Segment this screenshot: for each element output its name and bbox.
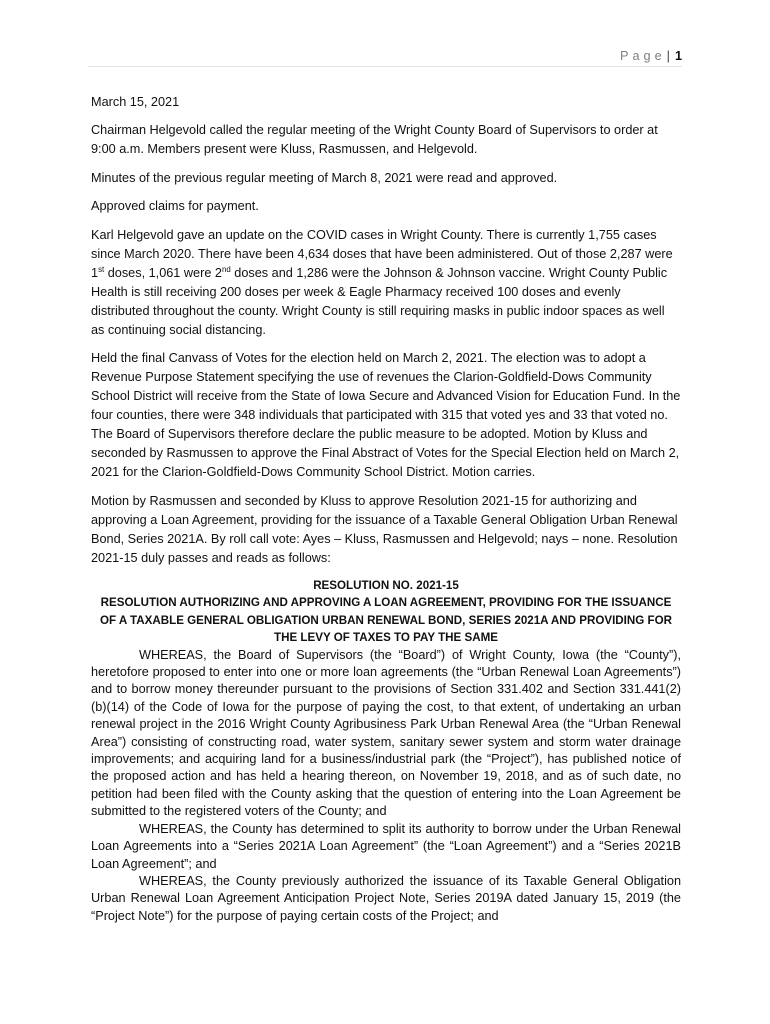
- ordinal-suffix-st: st: [98, 264, 105, 274]
- resolution-section: [91, 577, 681, 925]
- resolution-number: RESOLUTION NO. 2021-15: [313, 579, 459, 592]
- whereas-paragraph: WHEREAS, the County has determined to split its authority to borrow under the Urban Renewal Loan Agreements into a “Series 2021A Loan Agreement” (the “Loan Agreement”) and a “Series 2021B Loan Agreement”; and: [91, 821, 681, 871]
- header-rule: [88, 66, 682, 67]
- call-to-order-paragraph: Chairman Helgevold called the regular meeting of the Wright County Board of Supervisors to order at 9:00 a.m. Members present were Kluss, Rasmussen, and Helgevold.: [91, 123, 658, 156]
- ordinal-suffix-nd: nd: [221, 264, 231, 274]
- page-number: 1: [674, 49, 682, 63]
- covid-update-paragraph: [91, 226, 681, 340]
- covid-update-text-1: Karl Helgevold gave an update on the COVID cases in Wright County. There is currently 1,755 cases since March 2020. There have been 4,634 doses that have been administered. Out of those 2,287 were 1: [91, 227, 673, 280]
- page-header: [620, 46, 682, 66]
- covid-update-text-2: doses, 1,061 were 2: [104, 265, 222, 280]
- meeting-date: March 15, 2021: [91, 94, 180, 109]
- resolution-motion-paragraph: Motion by Rasmussen and seconded by Kluss to approve Resolution 2021-15 for authorizing and approving a Loan Agreement, providing for the issuance of a Taxable General Obligation Urban Renewal Bond, Series 2021A. By roll call vote: Ayes – Kluss, Rasmussen and Helgevold; nays – none. Resolution 2021-15 duly passes and reads as follows:: [91, 493, 678, 565]
- canvass-paragraph: Held the final Canvass of Votes for the election held on March 2, 2021. The election was to adopt a Revenue Purpose Statement specifying the use of revenues the Clarion-Goldfield-Dows Community School District will receive from the State of Iowa Secure and Advanced Vision for Education Fund. In the four counties, there were 348 individuals that participated with 315 that voted yes and 33 that voted no. The Board of Supervisors therefore declare the public measure to be adopted. Motion by Kluss and seconded by Rasmussen to approve the Final Abstract of Votes for the Special Election held on March 2, 2021 for the Clarion-Goldfield-Dows Community School District. Motion carries.: [91, 351, 681, 479]
- covid-update-text-3: doses and 1,286 were the Johnson & Johnson vaccine. Wright County Public Health is still receiving 200 doses per week & Eagle Pharmacy received 100 doses and evenly distributed throughout the county. Wright County is still requiring masks in public indoor spaces as well as continuing social distancing.: [91, 265, 668, 337]
- whereas-paragraph: WHEREAS, the County previously authorized the issuance of its Taxable General Obligation Urban Renewal Loan Agreement Anticipation Project Note, Series 2019A dated January 15, 2019 (the “Project Note”) for the purpose of paying certain costs of the Project; and: [91, 873, 681, 923]
- page-label: Page: [620, 49, 666, 63]
- previous-minutes-paragraph: Minutes of the previous regular meeting of March 8, 2021 were read and approved.: [91, 170, 558, 185]
- page-separator: |: [666, 49, 670, 63]
- document-body: [91, 93, 681, 926]
- whereas-paragraph: WHEREAS, the Board of Supervisors (the “Board”) of Wright County, Iowa (the “County”), heretofore proposed to enter into one or more loan agreements (the “Urban Renewal Loan Agreements”) and to borrow money thereunder pursuant to the provisions of Section 331.402 and Section 331.441(2)(b)(14) of the Code of Iowa for the purpose of paying the cost, to that extent, of undertaking an urban renewal project in the 2016 Wright County Agribusiness Park Urban Renewal Area (the “Urban Renewal Area”) consisting of constructing road, water system, sanitary sewer system and storm water drainage improvements; and acquiring land for a business/industrial park (the “Project”), has published notice of the proposed action and has held a hearing thereon, on November 19, 2018, and as of such date, no petition had been filed with the County asking that the question of entering into the Loan Agreement be submitted to the registered voters of the County; and: [91, 647, 681, 819]
- resolution-title: RESOLUTION AUTHORIZING AND APPROVING A LOAN AGREEMENT, PROVIDING FOR THE ISSUANCE OF A TAXABLE GENERAL OBLIGATION URBAN RENEWAL BOND, SERIES 2021A AND PROVIDING FOR THE LEVY OF TAXES TO PAY THE SAME: [99, 596, 672, 645]
- claims-paragraph: Approved claims for payment.: [91, 199, 259, 213]
